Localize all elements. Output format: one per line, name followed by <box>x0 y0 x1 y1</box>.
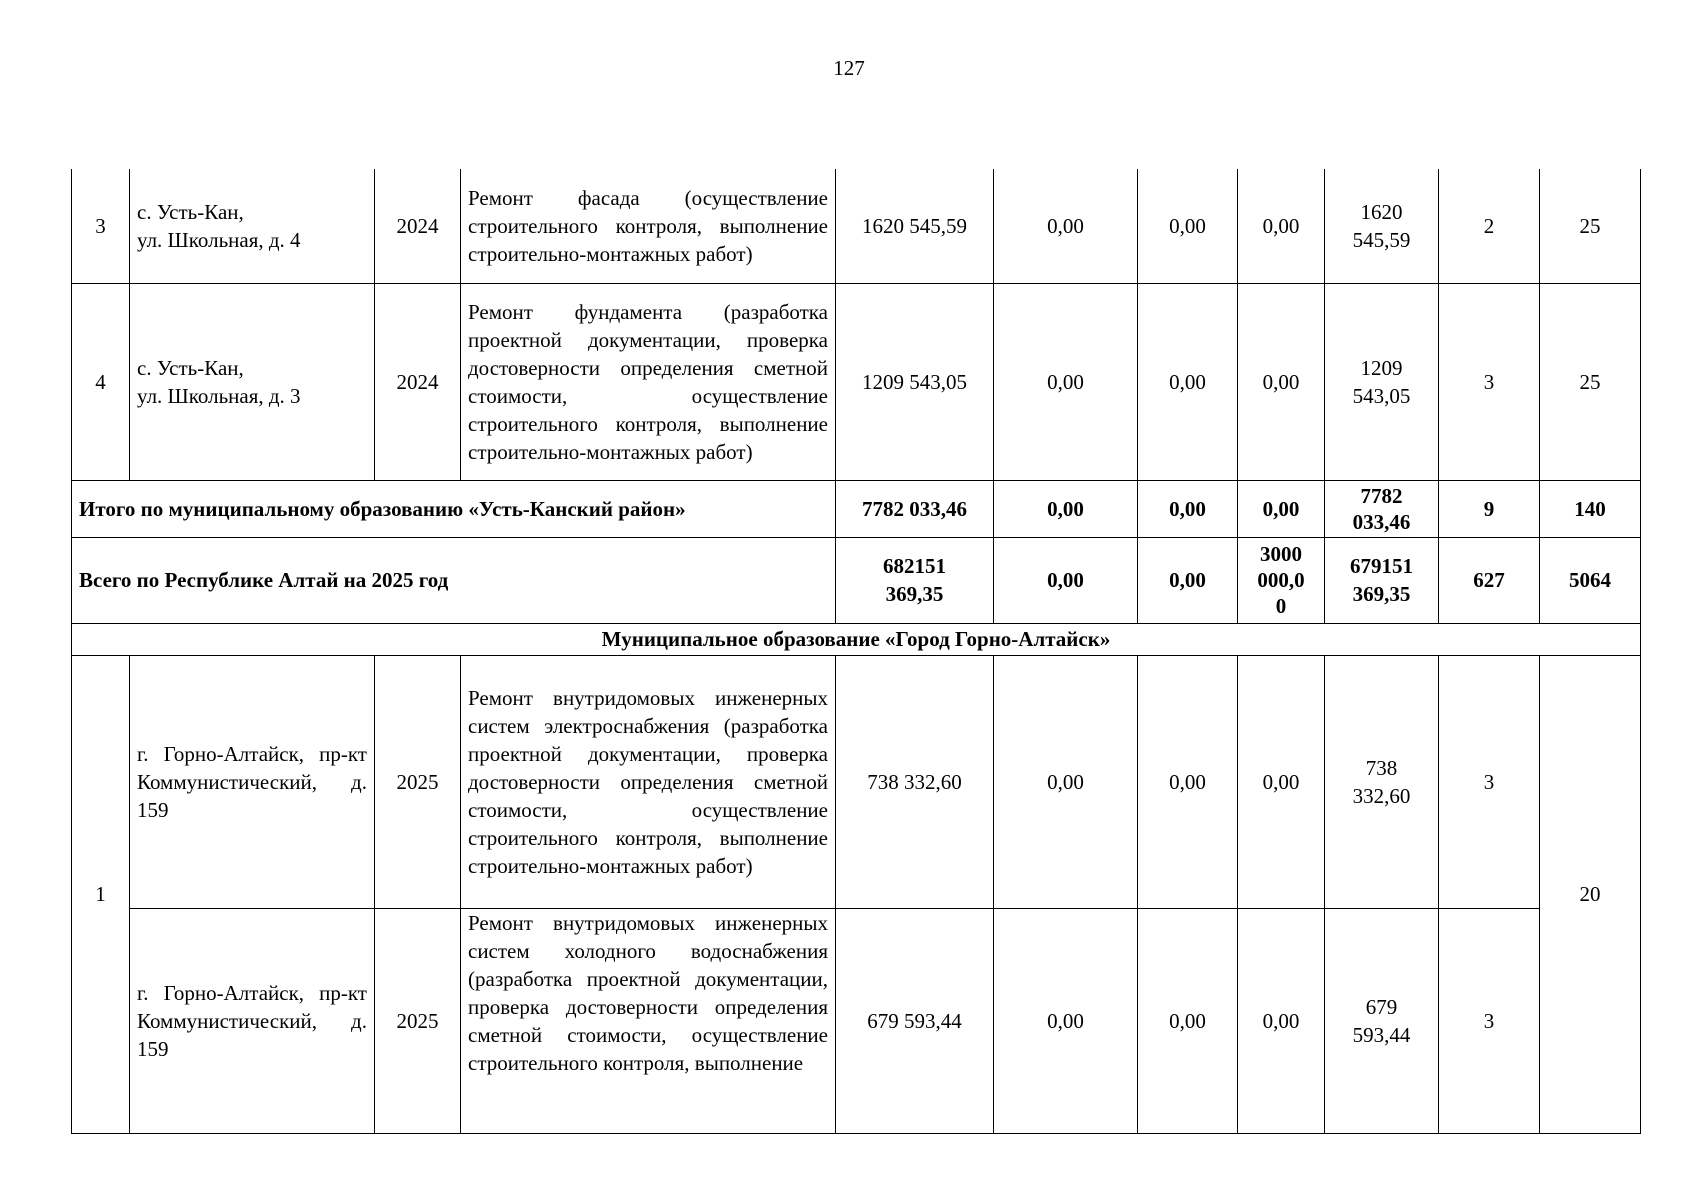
value-cell: 0,00 <box>1238 480 1325 537</box>
address-cell: г. Горно-Алтайск, пр-кт Коммунистический, д. 159 <box>130 908 375 1133</box>
address-cell: г. Горно-Алтайск, пр-кт Коммунистический, д. 159 <box>130 655 375 908</box>
total-cost-cell: 1209 543,05 <box>836 283 994 480</box>
value-cell: 738 332,60 <box>1325 655 1439 908</box>
value-cell: 0,00 <box>1238 655 1325 908</box>
work-description-cell: Ремонт фасада (осуществление строительного контроля, выполнение строительно-монтажных работ) <box>461 169 836 283</box>
value-cell: 0,00 <box>1138 480 1238 537</box>
total-cost-cell: 679 593,44 <box>836 908 994 1133</box>
section-header-row <box>72 623 1641 655</box>
count-cell: 2 <box>1439 169 1540 283</box>
value-cell: 0,00 <box>1138 908 1238 1133</box>
table-row <box>72 908 1641 1133</box>
value-cell: 0,00 <box>1138 655 1238 908</box>
value-cell: 7782 033,46 <box>1325 480 1439 537</box>
subtotal-label: Итого по муниципальному образованию «Усть-Канский район» <box>72 480 836 537</box>
total-cost-cell: 682151 369,35 <box>836 537 994 623</box>
address-cell: с. Усть-Кан, ул. Школьная, д. 3 <box>130 283 375 480</box>
count-cell: 9 <box>1439 480 1540 537</box>
term-cell: 20 <box>1540 655 1641 1133</box>
value-cell: 679 593,44 <box>1325 908 1439 1133</box>
subtotal-row <box>72 480 1641 537</box>
repair-plan-table <box>71 169 1641 1134</box>
year-cell: 2025 <box>375 655 461 908</box>
row-number: 3 <box>72 169 130 283</box>
row-number: 1 <box>72 655 130 1133</box>
term-cell: 25 <box>1540 169 1641 283</box>
work-description-cell: Ремонт внутридомовых инженерных систем электроснабжения (разработка проектной документации, проверка достоверности определения сметной стоимости, осуществление строительного контроля, выполнение строительно-монтажных работ) <box>461 655 836 908</box>
value-cell: 0,00 <box>994 480 1138 537</box>
total-cost-cell: 738 332,60 <box>836 655 994 908</box>
value-cell: 0,00 <box>994 908 1138 1133</box>
year-cell: 2025 <box>375 908 461 1133</box>
term-cell: 25 <box>1540 283 1641 480</box>
count-cell: 3 <box>1439 655 1540 908</box>
grand-total-row <box>72 537 1641 623</box>
row-number: 4 <box>72 283 130 480</box>
table-row <box>72 169 1641 283</box>
table-row <box>72 283 1641 480</box>
value-cell: 0,00 <box>1238 283 1325 480</box>
year-cell: 2024 <box>375 283 461 480</box>
address-cell: с. Усть-Кан, ул. Школьная, д. 4 <box>130 169 375 283</box>
total-cost-cell: 7782 033,46 <box>836 480 994 537</box>
value-cell: 0,00 <box>1138 169 1238 283</box>
value-cell: 0,00 <box>1238 908 1325 1133</box>
count-cell: 627 <box>1439 537 1540 623</box>
value-cell: 0,00 <box>1138 537 1238 623</box>
total-cost-cell: 1620 545,59 <box>836 169 994 283</box>
term-cell: 5064 <box>1540 537 1641 623</box>
year-cell: 2024 <box>375 169 461 283</box>
value-cell: 679151 369,35 <box>1325 537 1439 623</box>
value-cell: 0,00 <box>1238 169 1325 283</box>
value-cell: 0,00 <box>994 283 1138 480</box>
value-cell: 0,00 <box>994 655 1138 908</box>
count-cell: 3 <box>1439 908 1540 1133</box>
table-row <box>72 655 1641 908</box>
page-number: 127 <box>833 56 865 80</box>
value-cell: 1209 543,05 <box>1325 283 1439 480</box>
value-cell: 0,00 <box>994 537 1138 623</box>
value-cell: 1620 545,59 <box>1325 169 1439 283</box>
work-description-cell: Ремонт фундамента (разработка проектной документации, проверка достоверности определения сметной стоимости, осуществление строительного контроля, выполнение строительно-монтажных работ) <box>461 283 836 480</box>
count-cell: 3 <box>1439 283 1540 480</box>
value-cell: 0,00 <box>994 169 1138 283</box>
work-description-cell: Ремонт внутридомовых инженерных систем холодного водоснабжения (разработка проектной документации, проверка достоверности определения сметной стоимости, осуществление строительного контроля, выполнение <box>461 908 836 1133</box>
value-cell: 0,00 <box>1138 283 1238 480</box>
grand-total-label: Всего по Республике Алтай на 2025 год <box>72 537 836 623</box>
section-title: Муниципальное образование «Город Горно-Алтайск» <box>72 623 1641 655</box>
term-cell: 140 <box>1540 480 1641 537</box>
value-cell: 3000 000,0 0 <box>1238 537 1325 623</box>
